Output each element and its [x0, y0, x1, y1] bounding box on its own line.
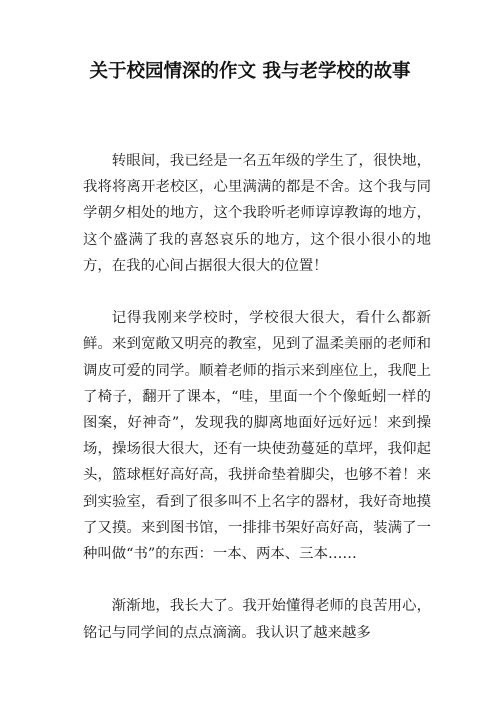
paragraph-2: 记得我刚来学校时，学校很大很大，看什么都新鲜。来到宽敞又明亮的教室，见到了温柔美丽的老师和调皮可爱的同学。顺着老师的指示来到座位上，我爬上了椅子，翻开了课本，“哇，里面一个个像蚯蚓一样的图案，好神奇”，发现我的脚离地面好远好远！来到操场，操场很大很大，还有一块使劲蔓延的草坪，我仰起头，篮球框好高好高，我拼命垫着脚尖，也够不着！来到实验室，看到了很多叫不上名字的器材，我好奇地摸了又摸。来到图书馆，一排排书架好高好高，装满了一种叫做“书”的东西：一本、两本、三本…… — [83, 310, 431, 563]
paragraph-1: 转眼间，我已经是一名五年级的学生了，很快地，我将将离开老校区，心里满满的都是不舍。这个我与同学朝夕相处的地方，这个我聆听老师谆谆教诲的地方，这个盛满了我的喜怒哀乐的地方，这个很小很小的地方，在我的心间占据很大很大的位置！ — [83, 153, 431, 274]
document-title: 关于校园情深的作文 我与老学校的故事 — [89, 61, 411, 82]
document-body — [83, 148, 431, 646]
paragraph-3: 渐渐地，我长大了。我开始懂得老师的良苦用心，铭记与同学间的点点滴滴。我认识了越来越多 — [83, 598, 431, 641]
